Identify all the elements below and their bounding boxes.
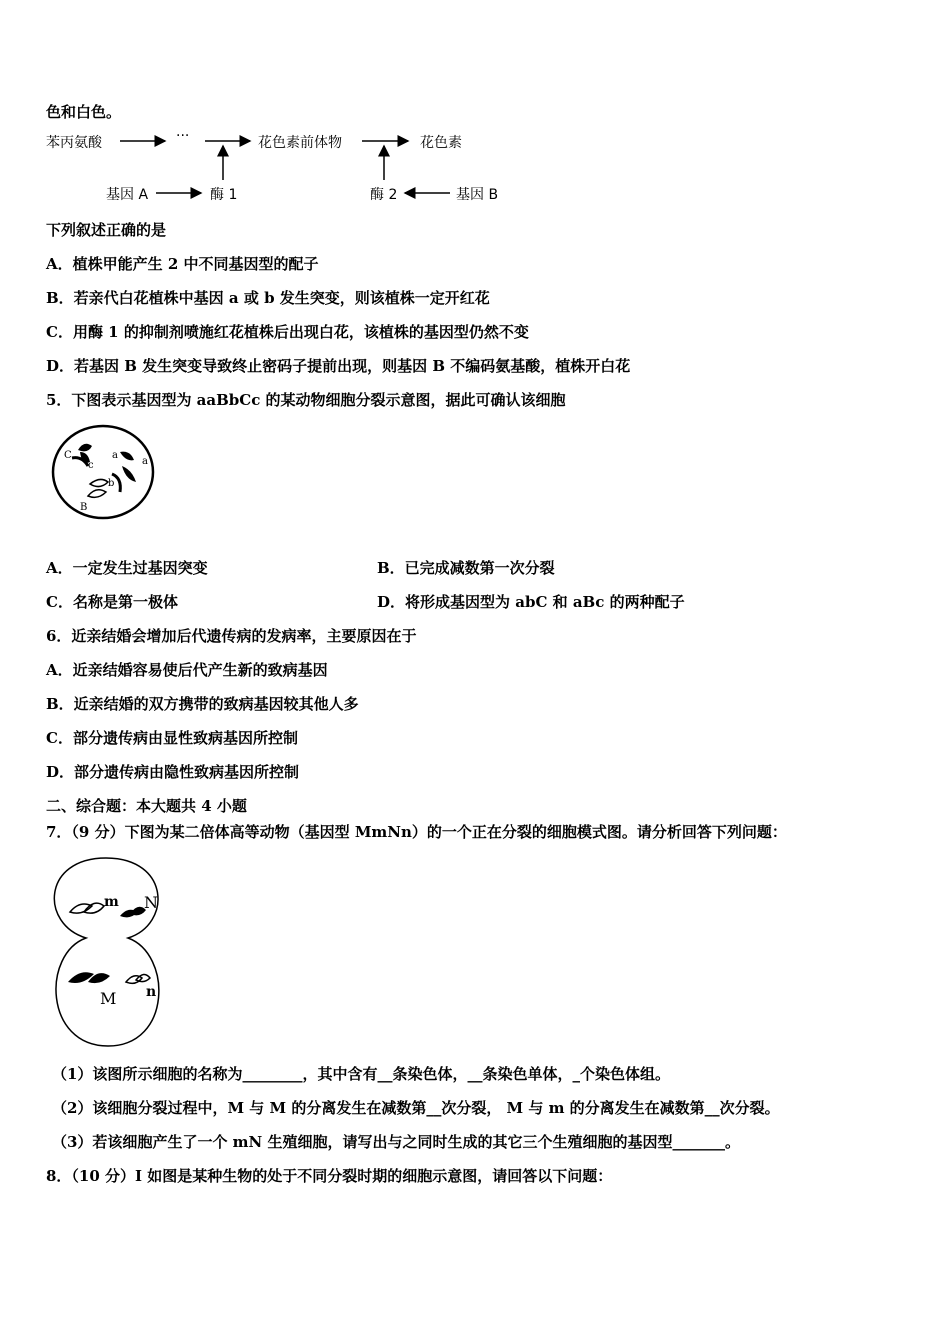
pathway-start: 苯丙氨酸 xyxy=(46,135,102,151)
q4-option-c: C．用酶 1 的抑制剂喷施红花植株后出现白花，该植株的基因型仍然不变 xyxy=(46,323,529,341)
q7-label-n: n xyxy=(146,984,157,1000)
pathway-geneB: 基因 B xyxy=(456,187,499,203)
pathway-enzyme1: 酶 1 xyxy=(210,187,238,203)
q5-stem: 5．下图表示基因型为 aaBbCc 的某动物细胞分裂示意图，据此可确认该细胞 xyxy=(46,391,566,409)
q7-stem: 7．（9 分）下图为某二倍体高等动物（基因型 MmNn）的一个正在分裂的细胞模式图。请分析回答下列问题： xyxy=(46,823,787,841)
q5-label-b: b xyxy=(108,478,115,489)
q7-part-3: （3）若该细胞产生了一个 mN 生殖细胞，请写出与之同时生成的其它三个生殖细胞的基因型_______。 xyxy=(52,1133,740,1151)
q5-label-c: c xyxy=(88,460,94,471)
section-heading: 二、综合题：本大题共 4 小题 xyxy=(46,797,247,815)
q8-stem: 8．（10 分）I 如图是某种生物的处于不同分裂时期的细胞示意图，请回答以下问题： xyxy=(46,1167,613,1185)
q4-stem: 下列叙述正确的是 xyxy=(46,221,167,239)
q5-label-a1: a xyxy=(112,450,118,461)
continued-text: 色和白色。 xyxy=(46,103,122,121)
q6-stem: 6．近亲结婚会增加后代遗传病的发病率，主要原因在于 xyxy=(46,627,417,645)
q5-label-C: C xyxy=(64,450,72,461)
pathway-enzyme2: 酶 2 xyxy=(370,187,398,203)
pathway-precursor: 花色素前体物 xyxy=(258,135,342,151)
q7-part-2: （2）该细胞分裂过程中，M 与 M 的分离发生在减数第__次分裂， M 与 m 的分离发生在减数第__次分裂。 xyxy=(52,1099,780,1117)
q4-option-a: A．植株甲能产生 2 中不同基因型的配子 xyxy=(46,255,319,273)
q6-option-d: D．部分遗传病由隐性致病基因所控制 xyxy=(46,763,300,781)
q4-option-d: D．若基因 B 发生突变导致终止密码子提前出现，则基因 B 不编码氨基酸，植株开白花 xyxy=(46,357,631,375)
pathway-product: 花色素 xyxy=(420,135,462,151)
q6-option-a: A．近亲结婚容易使后代产生新的致病基因 xyxy=(46,661,328,679)
q5-option-d: D．将形成基因型为 abC 和 aBc 的两种配子 xyxy=(377,593,685,611)
q5-label-a2: a xyxy=(142,456,148,467)
q7-label-M: M xyxy=(100,989,117,1008)
q6-option-b: B．近亲结婚的双方携带的致病基因较其他人多 xyxy=(46,695,359,713)
pathway-dots: ··· xyxy=(176,128,190,144)
q5-option-a: A．一定发生过基因突变 xyxy=(46,559,208,577)
pathway-geneA: 基因 A xyxy=(106,187,149,203)
q5-option-b: B．已完成减数第一次分裂 xyxy=(377,559,555,577)
q5-cell-figure xyxy=(50,422,160,522)
q4-option-b: B．若亲代白花植株中基因 a 或 b 发生突变，则该植株一定开红花 xyxy=(46,289,490,307)
q7-label-m: m xyxy=(104,894,119,910)
q7-label-N: N xyxy=(144,893,158,912)
q6-option-c: C．部分遗传病由显性致病基因所控制 xyxy=(46,729,298,747)
q5-option-c: C．名称是第一极体 xyxy=(46,593,178,611)
q5-label-B: B xyxy=(80,502,88,513)
q7-cell-figure xyxy=(46,850,176,1050)
q7-part-1: （1）该图所示细胞的名称为________，其中含有__条染色体，__条染色单体，_个染色体组。 xyxy=(52,1065,670,1083)
